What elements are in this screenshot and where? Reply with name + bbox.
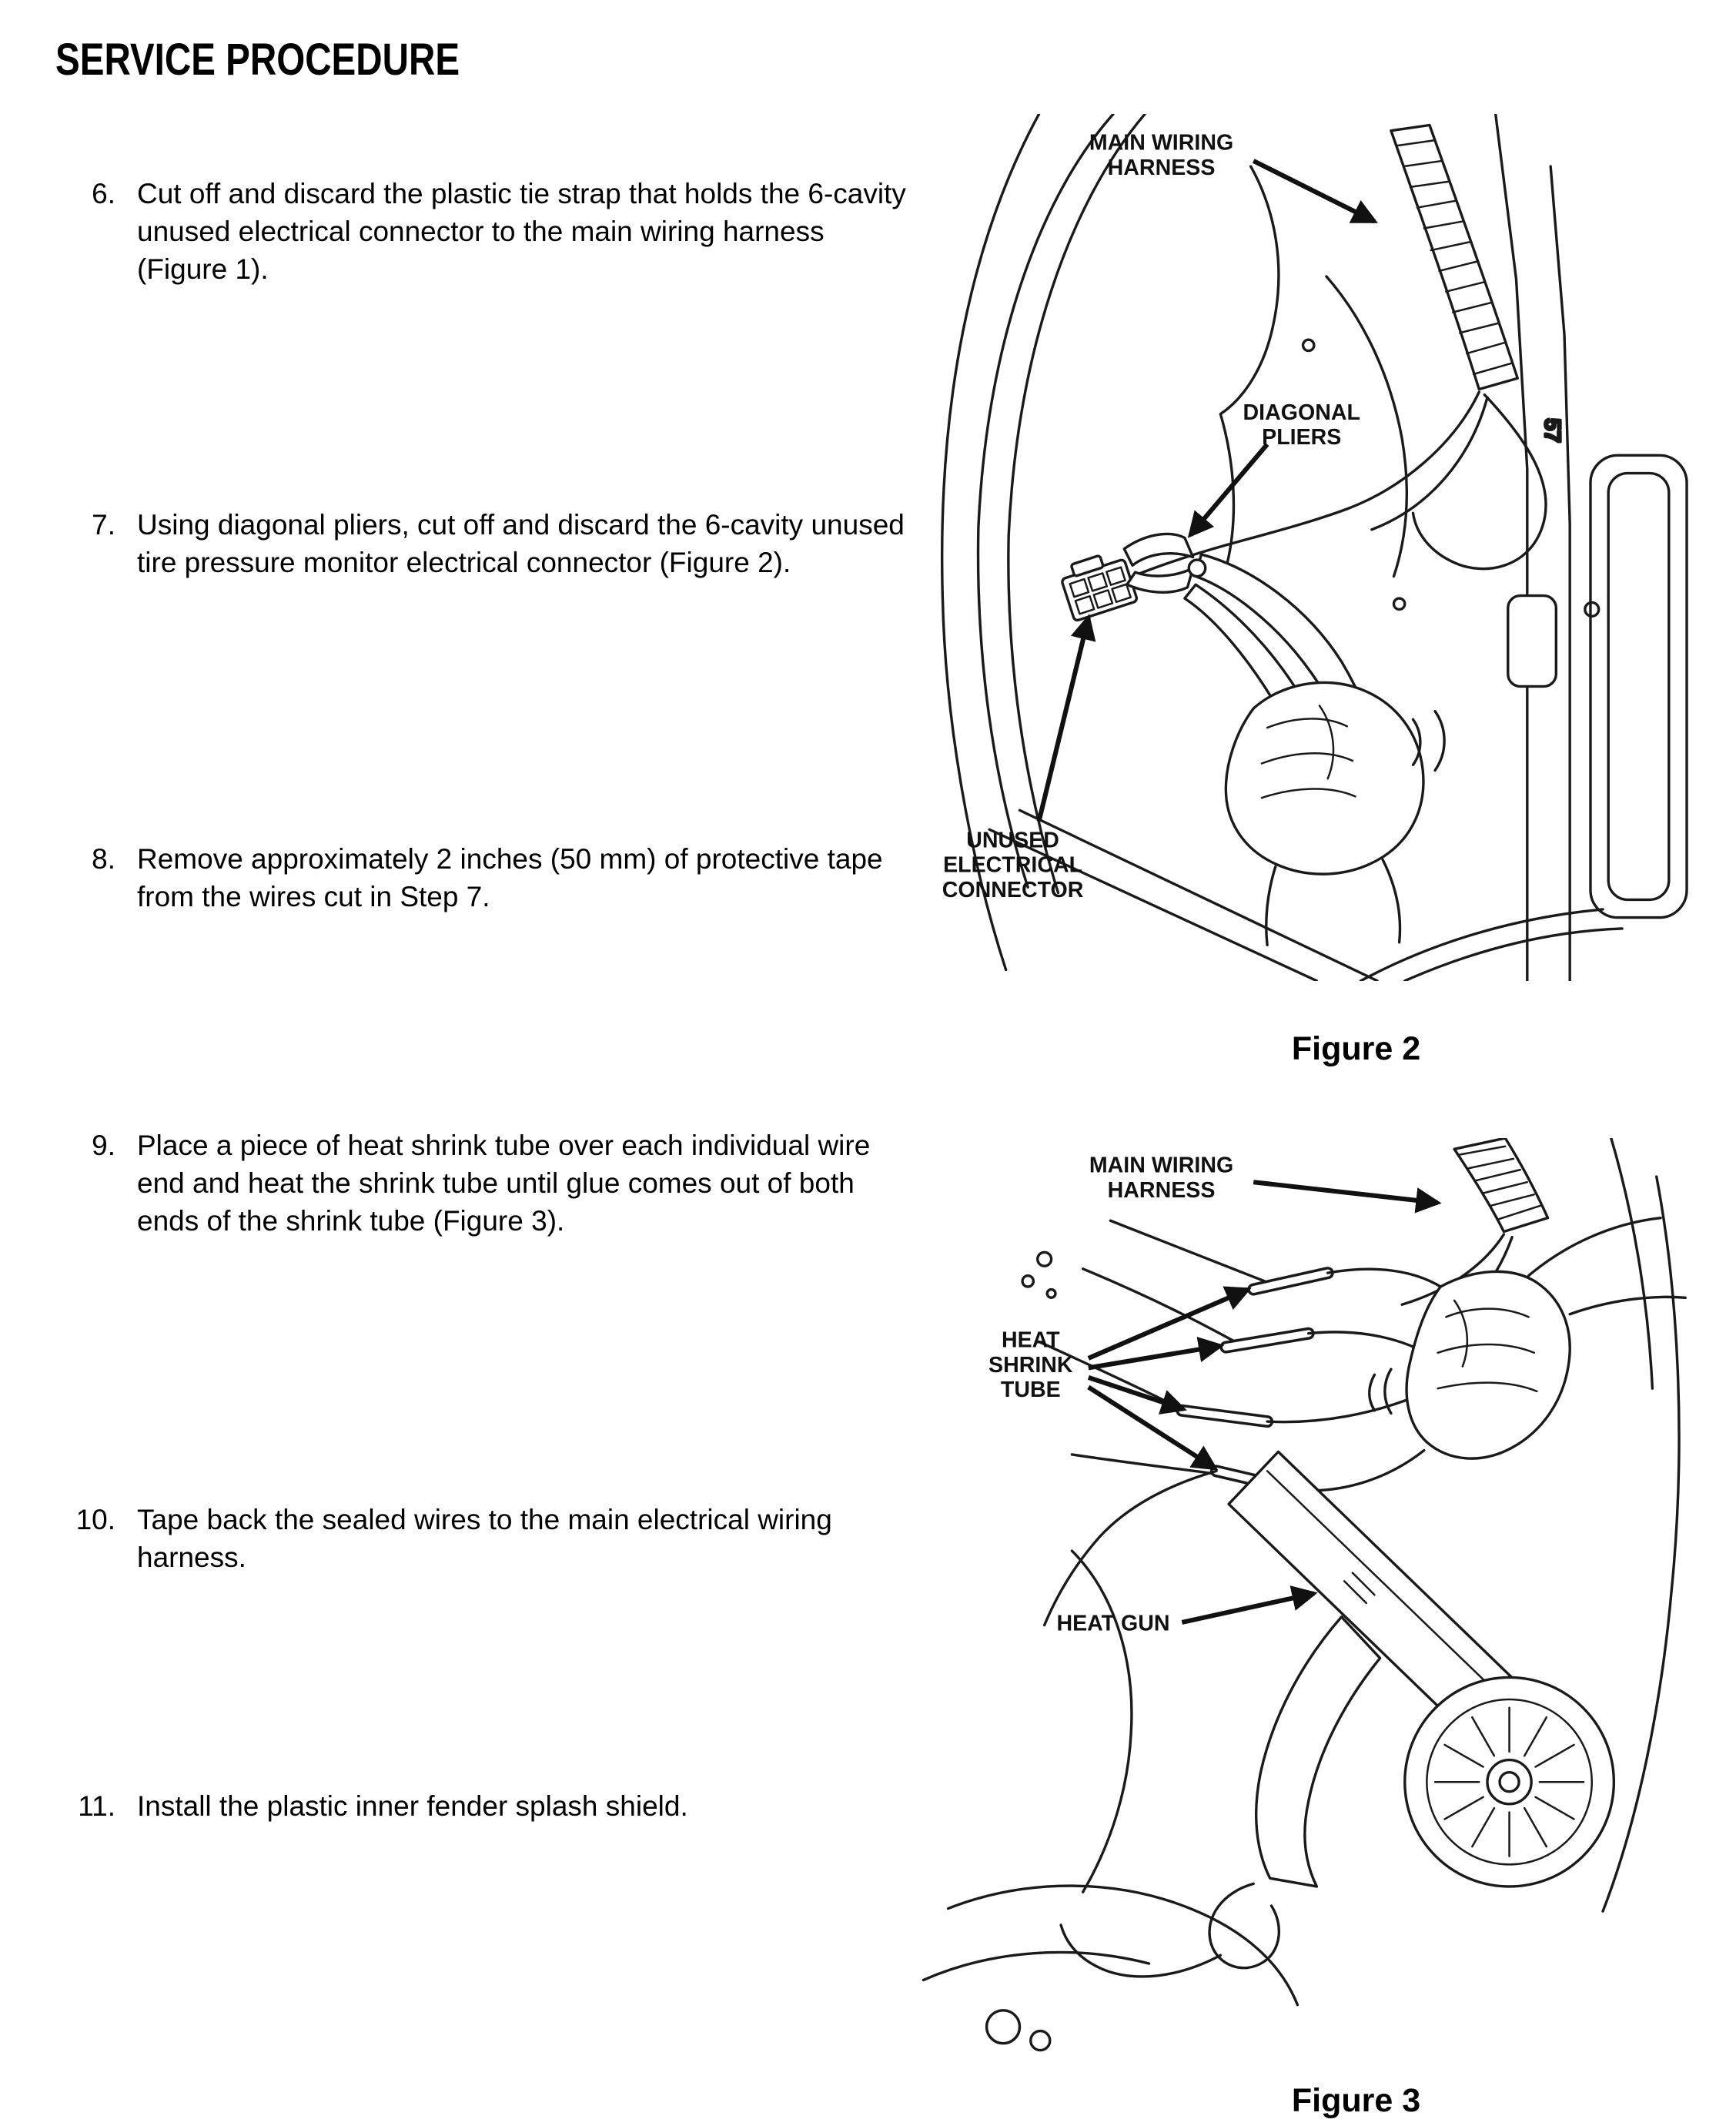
step-number: 8. bbox=[92, 843, 115, 875]
main-wiring-harness-label: MAIN WIRING bbox=[1089, 130, 1234, 156]
unused-connector-drawing bbox=[1058, 548, 1138, 621]
figure3-labels bbox=[988, 1153, 1233, 1636]
step-6 bbox=[23, 176, 918, 288]
step-number: 11. bbox=[78, 1790, 115, 1822]
figure2 bbox=[907, 114, 1732, 981]
step-text: Place a piece of heat shrink tube over each individual wire end and heat the shrink tube until glue comes out of both ends of the shrink tube (Figure 3). bbox=[137, 1130, 871, 1237]
heat-shrink-tube-label: HEAT bbox=[1001, 1327, 1060, 1353]
main-wiring-harness-label: HARNESS bbox=[1107, 155, 1216, 180]
step-8 bbox=[23, 841, 918, 916]
step-text: Install the plastic inner fender splash shield. bbox=[137, 1790, 688, 1822]
diagonal-pliers-label: DIAGONAL bbox=[1243, 400, 1360, 425]
harness-arrow bbox=[1253, 161, 1374, 222]
panel-number: 57 bbox=[1540, 418, 1565, 444]
step-number: 10. bbox=[75, 1504, 115, 1535]
figure3 bbox=[907, 1138, 1732, 2074]
step-text: Cut off and discard the plastic tie strap that holds the 6-cavity unused electrical connector to the main wiring harness (Figure 1). bbox=[137, 178, 906, 285]
step-number: 7. bbox=[92, 509, 115, 541]
heat-gun-drawing bbox=[1061, 1451, 1614, 1977]
unused-connector-label: CONNECTOR bbox=[942, 877, 1084, 902]
heat-gun-arrow bbox=[1182, 1593, 1314, 1622]
heat-shrink-tube-label: TUBE bbox=[1000, 1377, 1061, 1402]
figure2-illustration bbox=[907, 114, 1732, 981]
figure2-caption: Figure 2 bbox=[1291, 1030, 1421, 1067]
main-wiring-harness-label: HARNESS bbox=[1107, 1177, 1216, 1203]
hand-drawing bbox=[1226, 682, 1444, 945]
step-text: Remove approximately 2 inches (50 mm) of protective tape from the wires cut in Step 7. bbox=[137, 843, 883, 912]
heat-gun-label: HEAT GUN bbox=[1056, 1611, 1170, 1636]
page-title: SERVICE PROCEDURE bbox=[55, 35, 460, 85]
step-number: 6. bbox=[92, 178, 115, 209]
diagonal-pliers-label: PLIERS bbox=[1262, 425, 1342, 450]
step-text: Tape back the sealed wires to the main electrical wiring harness. bbox=[137, 1504, 832, 1573]
step-number: 9. bbox=[92, 1130, 115, 1161]
unused-connector-label: UNUSED bbox=[966, 828, 1059, 853]
step-9 bbox=[23, 1127, 918, 1240]
step-7 bbox=[23, 507, 918, 582]
pliers-arrow bbox=[1190, 444, 1267, 535]
shrink-tube-arrow-3 bbox=[1089, 1378, 1183, 1409]
step-text: Using diagonal pliers, cut off and discard the 6-cavity unused tire pressure monitor electrical connector (Figure 2). bbox=[137, 509, 905, 578]
main-wiring-harness-drawing bbox=[1132, 125, 1546, 576]
figure3-caption: Figure 3 bbox=[1291, 2082, 1421, 2119]
step-11 bbox=[23, 1788, 918, 1826]
figure3-illustration bbox=[907, 1138, 1732, 2074]
step-10 bbox=[23, 1502, 918, 1577]
harness-arrow bbox=[1253, 1182, 1437, 1203]
heat-shrink-tube-label: SHRINK bbox=[988, 1352, 1073, 1378]
main-wiring-harness-label: MAIN WIRING bbox=[1089, 1153, 1234, 1178]
connector-arrow bbox=[1039, 618, 1089, 821]
unused-connector-label: ELECTRICAL bbox=[943, 852, 1083, 878]
